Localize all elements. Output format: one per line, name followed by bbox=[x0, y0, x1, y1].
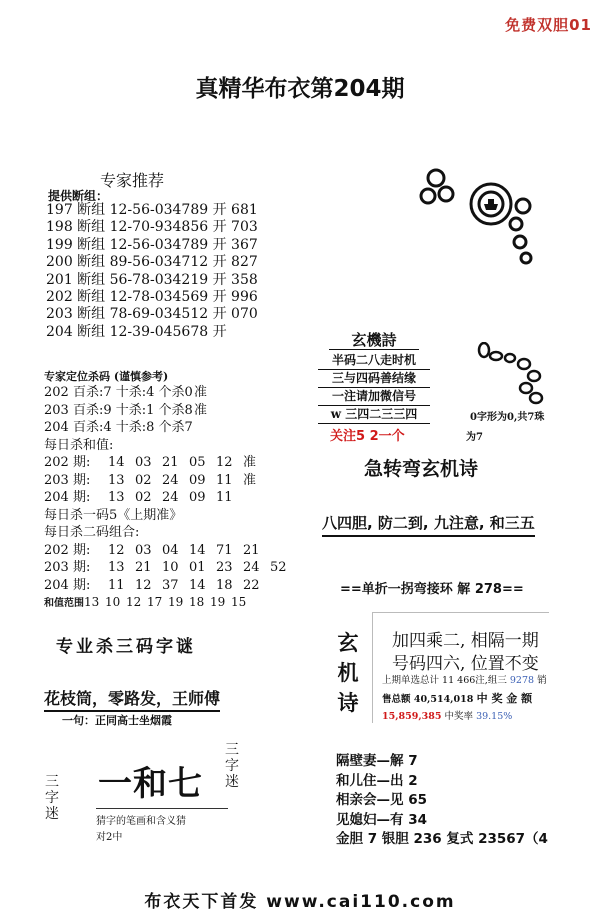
stat-text: 售总额 bbox=[382, 694, 411, 705]
stat-row bbox=[382, 672, 547, 686]
list-item: 一注请加微信号 bbox=[318, 388, 430, 406]
num: 21 bbox=[162, 455, 179, 470]
num: 11 bbox=[216, 472, 233, 488]
sum-heading: 每日杀和值: bbox=[44, 437, 114, 453]
list-item: 金胆 7 银胆 236 复式 23567（4 bbox=[336, 831, 548, 847]
footer: 布衣天下首发 www.cai110.com bbox=[144, 892, 456, 912]
num: 24 bbox=[243, 560, 260, 575]
vertical-label-right: 三字迷 bbox=[225, 742, 239, 790]
riddle-hint-2: 对2中 bbox=[96, 832, 123, 843]
num: 09 bbox=[189, 472, 206, 488]
expert-heading: 专家推荐 bbox=[100, 171, 165, 190]
table-row bbox=[44, 559, 297, 577]
table-row bbox=[44, 454, 297, 472]
num: 14 bbox=[189, 542, 206, 558]
kill-list bbox=[44, 384, 297, 613]
stat-value: 15,859,385 bbox=[382, 711, 442, 722]
list-item: 203 断组 78-69-034512 开 070 bbox=[46, 306, 258, 323]
answers-list bbox=[336, 752, 548, 850]
riddle-main: 花枝筒，零路发，王师傅 bbox=[44, 686, 220, 712]
stat-row bbox=[382, 690, 532, 706]
list-item: w 三四二三三四 bbox=[318, 406, 430, 424]
pair-heading: 每日杀二码组合: bbox=[44, 525, 140, 540]
stat-value: 11 466 bbox=[442, 675, 476, 686]
num: 17 bbox=[147, 595, 163, 609]
num: 05 bbox=[189, 455, 206, 470]
table-row bbox=[44, 542, 297, 560]
turn-title: 急转弯玄机诗 bbox=[364, 458, 479, 480]
zero-shape-line-2: 为7 bbox=[466, 432, 483, 443]
period: 204 期: bbox=[44, 577, 91, 593]
num: 18 bbox=[189, 595, 205, 609]
stat-value: 9278 bbox=[509, 675, 535, 686]
num: 22 bbox=[243, 577, 260, 593]
riddle-hint: 猜字的笔画和含义猜 bbox=[96, 816, 186, 827]
stat-text: 销 bbox=[537, 675, 547, 686]
solve-line bbox=[340, 578, 524, 597]
num: 02 bbox=[135, 490, 152, 505]
list-item: 三与四码善结缘 bbox=[318, 370, 430, 388]
list-item: 204 断组 12-39-045678 开 bbox=[46, 323, 227, 340]
range-label: 和值范围 bbox=[44, 598, 84, 609]
num: 10 bbox=[105, 595, 121, 609]
num: 09 bbox=[189, 490, 206, 505]
bead-illustration bbox=[416, 164, 540, 268]
hit-flag: 准 bbox=[243, 455, 257, 470]
period: 203 期: bbox=[44, 560, 91, 575]
list-item bbox=[44, 402, 297, 420]
stat-text: 组三 bbox=[487, 675, 507, 686]
num: 37 bbox=[162, 577, 179, 593]
list-item bbox=[44, 384, 297, 402]
num: 10 bbox=[162, 560, 179, 575]
num: 21 bbox=[243, 542, 260, 558]
tag-free-double: 免费双胆01 bbox=[505, 16, 592, 34]
stat-text: 上期单选总计 bbox=[382, 675, 440, 686]
table-row bbox=[44, 472, 297, 490]
solve-value: 278 bbox=[474, 582, 502, 597]
num: 11 bbox=[216, 490, 233, 505]
riddle-box bbox=[318, 332, 430, 424]
num: 13 bbox=[108, 490, 125, 505]
riddle-title: 专业杀三码字谜 bbox=[56, 637, 196, 657]
period: 202 期: bbox=[44, 455, 91, 470]
hit-flag: 准 bbox=[194, 385, 208, 400]
num: 13 bbox=[84, 595, 100, 609]
list-item bbox=[44, 419, 297, 437]
num: 11 bbox=[108, 577, 125, 593]
num: 12 bbox=[126, 595, 142, 609]
hit-flag: 准 bbox=[243, 472, 257, 488]
table-row bbox=[44, 577, 297, 595]
stat-row bbox=[382, 708, 512, 722]
kill-text: 204 百杀:4 十杀:8 个杀7 bbox=[44, 420, 193, 435]
num: 21 bbox=[135, 560, 152, 575]
num: 23 bbox=[216, 560, 233, 575]
num: 24 bbox=[162, 472, 179, 488]
group-list bbox=[46, 202, 258, 341]
table-row bbox=[44, 489, 297, 507]
kill-text: 203 百杀:9 十杀:1 个杀8 bbox=[44, 402, 193, 418]
stat-value: 40,514,018 bbox=[413, 694, 474, 705]
list-item: 见媳妇—有 34 bbox=[336, 811, 427, 828]
poem-line-2: 号码四六, 位置不变 bbox=[392, 654, 539, 674]
num: 13 bbox=[108, 472, 125, 488]
num: 71 bbox=[216, 542, 233, 558]
list-item: 197 断组 12-56-034789 开 681 bbox=[46, 202, 258, 218]
num: 14 bbox=[108, 455, 125, 470]
solve-end: == bbox=[501, 582, 524, 597]
zero-bead-icon bbox=[476, 342, 556, 408]
num: 15 bbox=[231, 595, 247, 609]
hit-flag: 准 bbox=[194, 402, 208, 418]
poem-line: 加四乘二, 相隔一期 bbox=[392, 631, 539, 651]
num: 04 bbox=[162, 542, 179, 558]
num: 12 bbox=[216, 455, 233, 470]
num: 12 bbox=[135, 577, 152, 593]
range-row bbox=[44, 594, 297, 613]
zero-shape-line: 0字形为0,共7珠 bbox=[470, 412, 545, 423]
divider bbox=[96, 808, 228, 809]
stat-text: 注, bbox=[475, 675, 488, 686]
riddle-sub: 一句：正同高士坐烟霞 bbox=[62, 714, 172, 727]
num: 24 bbox=[162, 490, 179, 505]
turn-verse: 八四胆, 防二到, 九注意, 和三五 bbox=[322, 512, 535, 537]
stat-value: 39.15% bbox=[476, 711, 513, 722]
focus-line: 关注5 2一个 bbox=[330, 429, 405, 444]
list-item: 201 断组 56-78-034219 开 358 bbox=[46, 271, 258, 288]
kill-text: 202 百杀:7 十杀:4 个杀0 bbox=[44, 385, 193, 400]
riddle-big: 一和七 bbox=[98, 764, 203, 804]
list-item: 202 断组 12-78-034569 开 996 bbox=[46, 289, 258, 306]
kill-heading: 专家定位杀码 (谨慎参考) bbox=[44, 370, 169, 383]
one-code: 每日杀一码5《上期准》 bbox=[44, 507, 183, 523]
num: 13 bbox=[108, 560, 125, 575]
riddle-box-heading: 玄機詩 bbox=[329, 332, 419, 350]
stat-text: 中奖率 bbox=[444, 711, 474, 722]
list-item: 199 断组 12-56-034789 开 367 bbox=[46, 236, 258, 253]
list-item: 和儿住—出 2 bbox=[336, 772, 418, 789]
num: 19 bbox=[168, 595, 184, 609]
period: 204 期: bbox=[44, 490, 91, 505]
xuan-char: 诗 bbox=[337, 691, 359, 715]
num: 03 bbox=[135, 542, 152, 558]
list-item: 198 断组 12-70-934856 开 703 bbox=[46, 219, 258, 236]
xuan-char: 机 bbox=[337, 661, 359, 685]
xuan-column bbox=[336, 628, 360, 718]
num: 02 bbox=[135, 472, 152, 488]
list-item: 半码二八走时机 bbox=[318, 352, 430, 370]
num: 03 bbox=[135, 455, 152, 470]
num: 52 bbox=[270, 560, 287, 575]
list-item: 200 断组 89-56-034712 开 827 bbox=[46, 254, 258, 271]
vertical-label-left: 三字迷 bbox=[45, 774, 59, 822]
page-title: 真精华布衣第204期 bbox=[195, 76, 405, 102]
period: 202 期: bbox=[44, 542, 91, 558]
stat-text: 中 奖 金 额 bbox=[476, 692, 533, 705]
num: 19 bbox=[210, 595, 226, 609]
solve-label: ==单折一拐弯接环 解 bbox=[340, 582, 471, 597]
num: 12 bbox=[108, 542, 125, 558]
period: 203 期: bbox=[44, 472, 91, 488]
list-item: 相亲会—见 65 bbox=[336, 792, 427, 808]
list-item: 隔壁妻—解 7 bbox=[336, 753, 418, 769]
xuan-char: 玄 bbox=[337, 631, 359, 655]
provider-label: 提供断组： bbox=[48, 189, 109, 203]
num: 18 bbox=[216, 577, 233, 593]
num: 14 bbox=[189, 577, 206, 593]
num: 01 bbox=[189, 560, 206, 575]
